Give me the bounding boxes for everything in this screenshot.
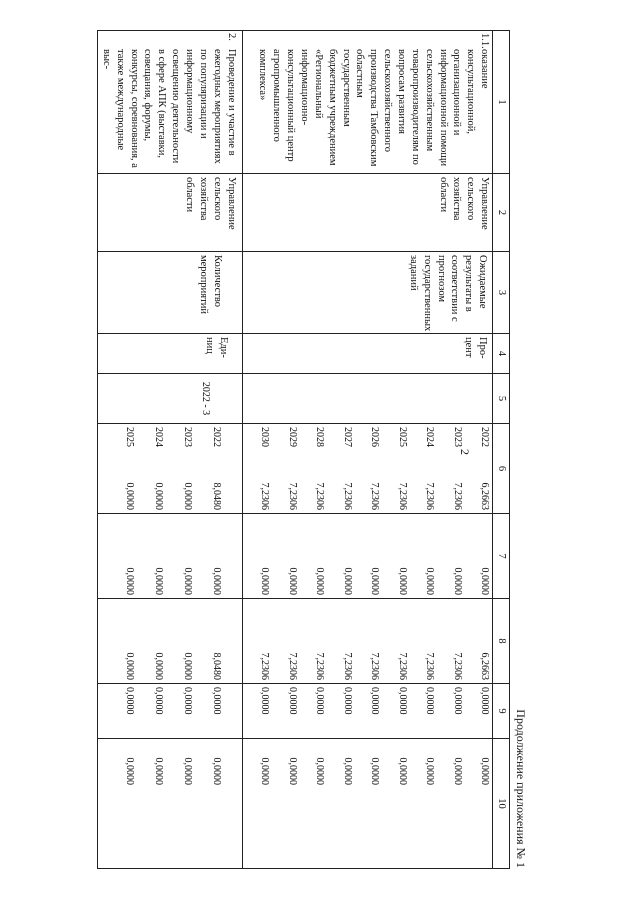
year-value: 2026 xyxy=(369,427,381,447)
cell-value: 0,0000 xyxy=(341,567,353,595)
col10-cell xyxy=(242,739,493,869)
col6-values xyxy=(244,483,492,511)
header-cell: 10 xyxy=(493,739,510,869)
row-number: 2. xyxy=(225,33,237,41)
cell-value: 0,0000 xyxy=(424,757,436,785)
col9-cell xyxy=(98,684,243,739)
period-cell xyxy=(242,374,493,424)
header-cell: 7 xyxy=(493,514,510,599)
col7-cell xyxy=(98,514,243,599)
cell-value: 7,2306 xyxy=(396,482,408,510)
table-row xyxy=(98,31,243,869)
cell-value: 0,0000 xyxy=(424,687,436,715)
cell-value: 0,0000 xyxy=(123,652,135,680)
cell-value: 7,2306 xyxy=(314,652,326,680)
header-row xyxy=(493,31,510,869)
cell-value: 0,0000 xyxy=(123,687,135,715)
unit-cell: Еди-ниц xyxy=(98,334,243,374)
cell-value: 0,0000 xyxy=(152,757,164,785)
cell-value: 8,0480 xyxy=(210,482,222,510)
cell-value: 0,0000 xyxy=(341,757,353,785)
cell-value: 7,2306 xyxy=(314,482,326,510)
col8-values xyxy=(244,602,492,680)
cell-value: 0,0000 xyxy=(123,482,135,510)
cell-value: 0,0000 xyxy=(451,687,463,715)
cell-value: 0,0000 xyxy=(181,757,193,785)
cell-value: 7,2306 xyxy=(286,652,298,680)
cell-value: 7,2306 xyxy=(369,482,381,510)
cell-value: 7,2306 xyxy=(396,652,408,680)
row-name-cell xyxy=(98,31,243,174)
cell-value: 0,0000 xyxy=(123,757,135,785)
cell-value: 7,2306 xyxy=(424,652,436,680)
col7-cell xyxy=(242,514,493,599)
row-name: оказание консультационной, организационной и информационной помощи сельскохозяйственным товаропроизводителям по вопросам развития сельскохозяйственного производства Тамбовским областным государственным бюджетным учреждением «Региональный информационно-консультационный центр агропромышленного комплекса» xyxy=(257,49,491,167)
cell-value: 0,0000 xyxy=(369,757,381,785)
cell-value: 0,0000 xyxy=(396,567,408,595)
year-value: 2029 xyxy=(286,427,298,447)
page-number: 2 xyxy=(458,449,472,455)
cell-value: 0,0000 xyxy=(152,482,164,510)
year-list xyxy=(107,427,241,447)
cell-value: 7,2306 xyxy=(259,652,271,680)
program-table xyxy=(97,30,510,869)
cell-value: 0,0000 xyxy=(152,687,164,715)
cell-value: 7,2306 xyxy=(259,482,271,510)
year-value: 2024 xyxy=(424,427,436,447)
cell-value: 0,0000 xyxy=(479,567,491,595)
cell-value: 0,0000 xyxy=(424,567,436,595)
col10-values xyxy=(244,742,492,865)
cell-value: 0,0000 xyxy=(286,567,298,595)
col7-values xyxy=(107,517,223,595)
header-cell: 6 xyxy=(493,424,510,514)
year-value: 2023 xyxy=(181,427,193,447)
indicator-cell: Количество мероприятий xyxy=(98,252,243,334)
col8-cell xyxy=(98,599,243,684)
year-list xyxy=(244,427,492,447)
row-name-cell xyxy=(242,31,493,174)
cell-value: 0,0000 xyxy=(314,687,326,715)
col10-cell xyxy=(98,739,243,869)
cell-value: 0,0000 xyxy=(286,757,298,785)
cell-value: 8,0480 xyxy=(210,652,222,680)
cell-value: 6,2663 xyxy=(479,652,491,680)
col10-values xyxy=(107,742,223,865)
cell-value: 0,0000 xyxy=(341,687,353,715)
header-cell: 5 xyxy=(493,374,510,424)
appendix-label: Продолжение приложения № 1 xyxy=(514,709,528,868)
cell-value: 0,0000 xyxy=(451,567,463,595)
header-cell: 9 xyxy=(493,684,510,739)
cell-value: 0,0000 xyxy=(369,687,381,715)
year-value: 2027 xyxy=(341,427,353,447)
cell-value: 7,2306 xyxy=(451,652,463,680)
cell-value: 0,0000 xyxy=(123,567,135,595)
cell-value: 0,0000 xyxy=(210,757,222,785)
cell-value: 7,2306 xyxy=(451,482,463,510)
col8-values xyxy=(107,602,223,680)
cell-value: 7,2306 xyxy=(341,652,353,680)
cell-value: 0,0000 xyxy=(259,567,271,595)
cell-value: 0,0000 xyxy=(396,757,408,785)
header-cell: 3 xyxy=(493,252,510,334)
cell-value: 0,0000 xyxy=(181,687,193,715)
col9-values xyxy=(244,687,492,735)
header-cell: 8 xyxy=(493,599,510,684)
col6-values xyxy=(107,483,241,511)
row-number: 1.1. xyxy=(479,33,491,49)
cell-value: 7,2306 xyxy=(424,482,436,510)
cell-value: 0,0000 xyxy=(210,567,222,595)
cell-value: 0,0000 xyxy=(181,482,193,510)
cell-value: 0,0000 xyxy=(369,567,381,595)
cell-value: 0,0000 xyxy=(181,652,193,680)
period-cell: 2022 - 3 xyxy=(98,374,243,424)
executor-cell: Управление сельского хозяйства области xyxy=(98,174,243,252)
year-value: 2022 xyxy=(210,427,222,447)
year-value: 2024 xyxy=(152,427,164,447)
year-value: 2025 xyxy=(123,427,135,447)
cell-value: 0,0000 xyxy=(396,687,408,715)
cell-value: 0,0000 xyxy=(152,567,164,595)
cell-value: 0,0000 xyxy=(210,687,222,715)
header-cell: 1 xyxy=(493,31,510,174)
col6-cell xyxy=(98,424,243,514)
header-cell: 2 xyxy=(493,174,510,252)
executor-cell: Управление сельского хозяйства области xyxy=(242,174,493,252)
col9-values xyxy=(107,687,223,735)
col7-values xyxy=(244,517,492,595)
cell-value: 7,2306 xyxy=(369,652,381,680)
cell-value: 0,0000 xyxy=(152,652,164,680)
cell-value: 0,0000 xyxy=(259,687,271,715)
unit-cell: Про-цент xyxy=(242,334,493,374)
year-value: 2022 xyxy=(479,427,491,447)
cell-value: 6,2663 xyxy=(479,482,491,510)
cell-value: 0,0000 xyxy=(479,687,491,715)
header-cell: 4 xyxy=(493,334,510,374)
cell-value: 0,0000 xyxy=(181,567,193,595)
cell-value: 0,0000 xyxy=(314,567,326,595)
cell-value: 0,0000 xyxy=(259,757,271,785)
year-value: 2025 xyxy=(396,427,408,447)
table-row xyxy=(242,31,493,869)
cell-value: 7,2306 xyxy=(286,482,298,510)
col9-cell xyxy=(242,684,493,739)
cell-value: 0,0000 xyxy=(479,757,491,785)
year-value: 2023 xyxy=(451,427,463,447)
cell-value: 0,0000 xyxy=(451,757,463,785)
cell-value: 7,2306 xyxy=(341,482,353,510)
indicator-cell: Ожидаемые результаты в соответствии с прогнозом государственных заданий xyxy=(242,252,493,334)
year-value: 2030 xyxy=(259,427,271,447)
col8-cell xyxy=(242,599,493,684)
year-value: 2028 xyxy=(314,427,326,447)
cell-value: 0,0000 xyxy=(286,687,298,715)
row-name: Проведение и участие в ежегодных мероприятиях по популяризации и информационному освещению деятельности в сфере АПК (выставки, совещания, форумы, конкурсы, соревнования, а также международные выс- xyxy=(100,49,237,168)
col6-cell xyxy=(242,424,493,514)
cell-value: 0,0000 xyxy=(314,757,326,785)
